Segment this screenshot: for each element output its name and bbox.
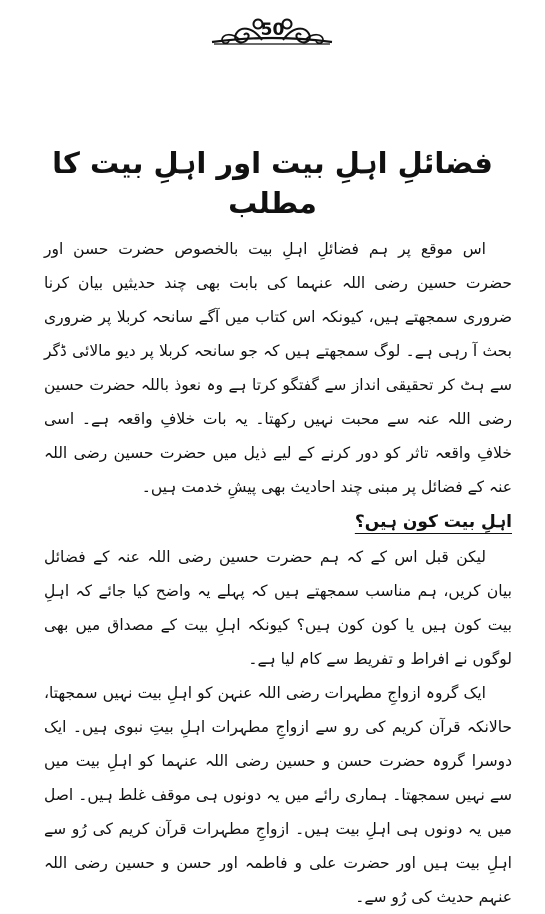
intro-paragraph: اس موقع پر ہم فضائلِ اہلِ بیت بالخصوص حضرت حسن اور حضرت حسین رضی اللہ عنہما کی بابت بھی چند حدیثیں بیان کرنا ضروری سمجھتے ہیں، کیونکہ اس کتاب میں آگے سانحہ کربلا پر ضروری بحث آ رہی ہے۔ لوگ سمجھتے ہیں کہ جو سانحہ کربلا پر دیو مالائی ڈگر سے ہٹ کر تحقیقی انداز سے گفتگو کرتا ہے وہ نعوذ باللہ حضرت حسین رضی اللہ عنہ سے محبت نہیں رکھتا۔ یہ بات خلافِ واقعہ ہے۔ اسی خلافِ واقعہ تاثر کو دور کرنے کے لیے ذیل میں حضرت حسین رضی اللہ عنہ کے فضائل پر مبنی چند احادیث بھی پیشِ خدمت ہیں۔ [44,240,512,496]
body-paragraph: ایک گروہ ازواجِ مطہرات رضی اللہ عنہن کو اہلِ بیت نہیں سمجھتا، حالانکہ قرآن کریم کی رو سے ازواجِ مطہرات اہلِ بیتِ نبوی ہیں۔ ایک دوسرا گروہ حضرت حسن و حسین رضی اللہ عنہما کو اہلِ بیت میں سے نہیں سمجھتا۔ ہماری رائے میں یہ دونوں ہی موقف غلط ہیں۔ اصل میں یہ دونوں ہی اہلِ بیت ہیں۔ ازواجِ مطہرات قرآن کریم کی رُو سے اہلِ بیت ہیں اور حضرت علی و فاطمہ اور حسن و حسین رضی اللہ عنہم حدیث کی رُو سے۔ [44,684,512,906]
section-heading: اہلِ بیت کون ہیں؟ [354,512,512,532]
page-title: فضائلِ اہلِ بیت اور اہلِ بیت کا مطلب [52,146,493,221]
page-header [0,6,545,54]
page-number: 50 [260,20,285,40]
body-paragraph: لیکن قبل اس کے کہ ہم حضرت حسین رضی اللہ عنہ کے فضائل بیان کریں، ہم مناسب سمجھتے ہیں کہ پہلے یہ واضح کیا جائے کہ اہلِ بیت کون ہیں یا کون کون ہیں؟ کیونکہ اہلِ بیت کے مصداق میں بھی لوگوں نے افراط و تفریط سے کام لیا ہے۔ [44,548,512,668]
main-content [44,232,512,914]
